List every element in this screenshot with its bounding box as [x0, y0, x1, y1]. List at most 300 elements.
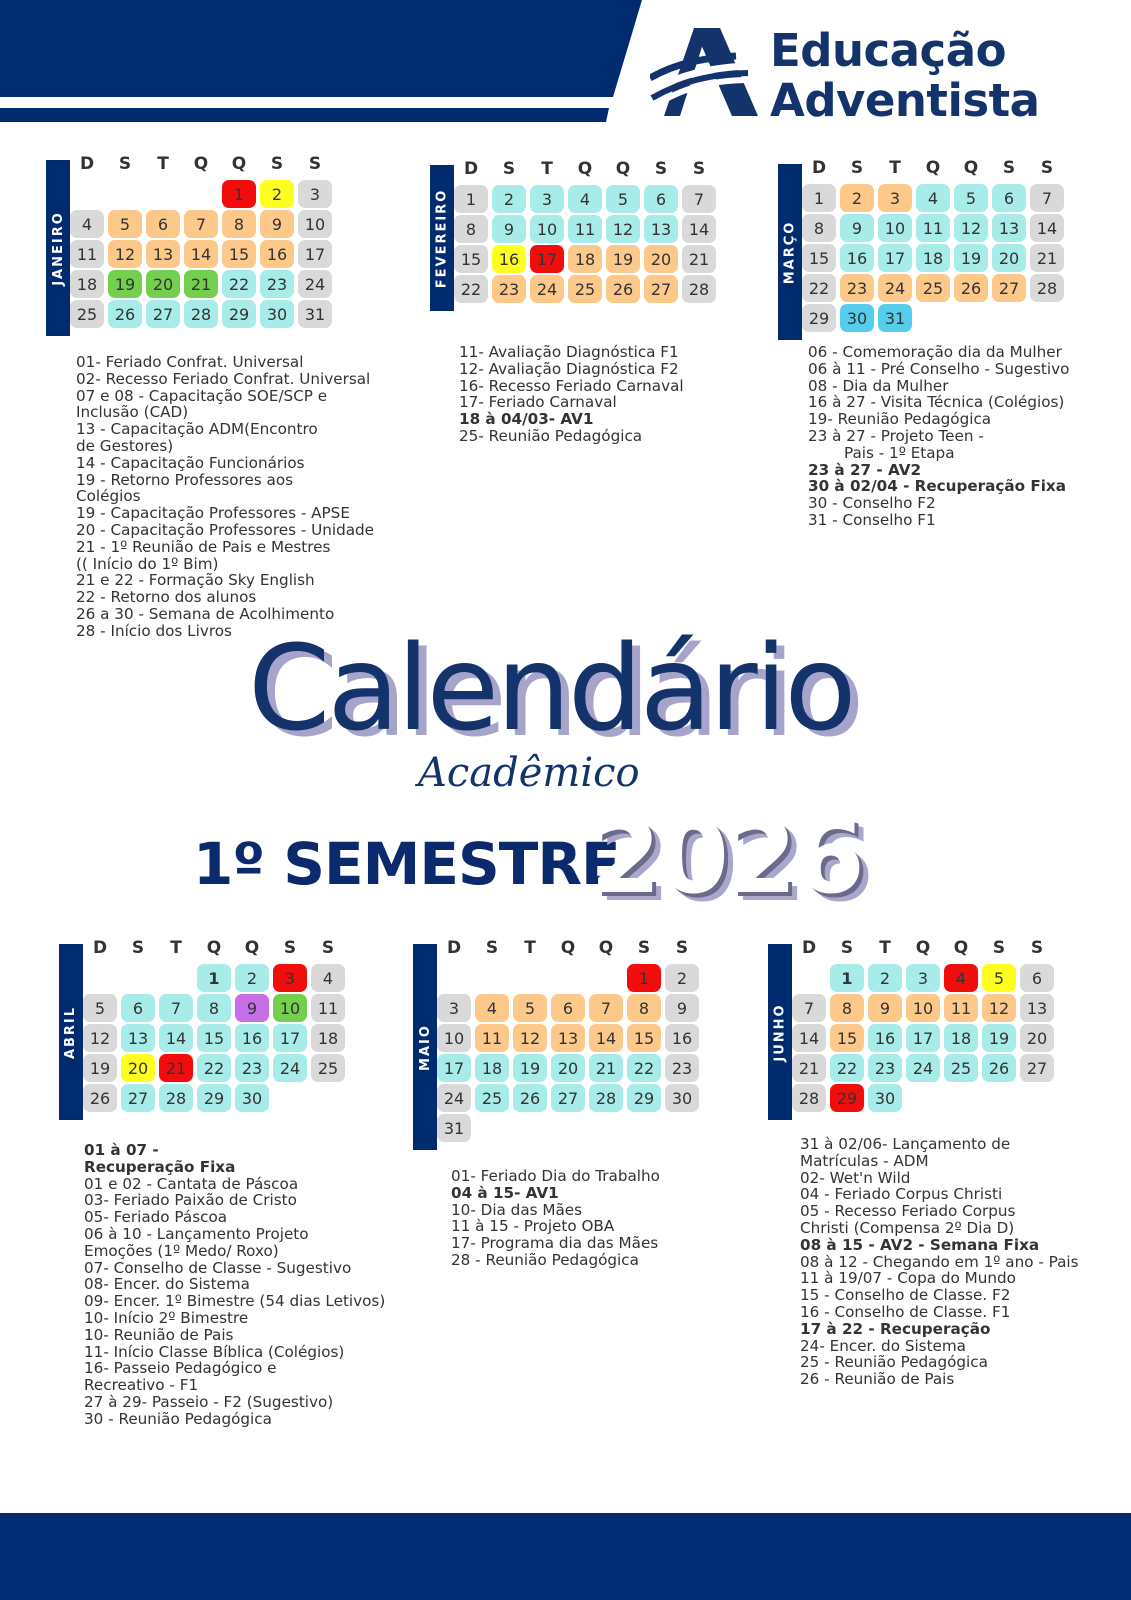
notes-maio [451, 1168, 660, 1269]
day-cell: 24 [530, 275, 564, 303]
weekday-header: Q [244, 938, 260, 958]
note-line: 16 à 27 - Visita Técnica (Colégios) [808, 393, 1065, 412]
day-cell: 27 [146, 300, 180, 328]
note-line: 06 - Comemoração dia da Mulher [808, 343, 1062, 361]
note-line: 16- Recesso Feriado Carnaval [459, 376, 684, 395]
month-label-marco [778, 164, 802, 340]
day-cell: 3 [437, 994, 471, 1022]
day-cell: 18 [944, 1024, 978, 1052]
day-cell: 21 [1030, 244, 1064, 272]
weekday-header: S [270, 154, 284, 174]
weekday-header: Q [560, 938, 576, 958]
note-line: 26 - Reunião de Pais [800, 1370, 955, 1389]
note-line: 31 à 02/06- Lançamento de [800, 1135, 1011, 1153]
note-line: 31 - Conselho F1 [808, 510, 936, 529]
month-label-abril [59, 944, 83, 1120]
month-name: JANEIRO [50, 210, 66, 286]
day-cell: 19 [513, 1054, 547, 1082]
note-line: 12- Avaliação Diagnóstica F2 [459, 359, 679, 378]
day-cell: 17 [273, 1024, 307, 1052]
note-line: Christi (Compensa 2º Dia D) [800, 1218, 1015, 1237]
weekday-header: S [654, 159, 668, 179]
day-cell: 27 [551, 1084, 585, 1112]
note-line: 07- Conselho de Classe - Sugestivo [84, 1258, 352, 1277]
weekday-header: T [889, 158, 901, 178]
brand-line-2: Adventista [770, 74, 1040, 127]
day-cell: 10 [530, 215, 564, 243]
day-cell: 24 [273, 1054, 307, 1082]
day-cell: 6 [1020, 964, 1054, 992]
day-cell: 22 [802, 274, 836, 302]
day-cell: 8 [802, 214, 836, 242]
note-line: 14 - Capacitação Funcionários [76, 453, 305, 472]
note-line: 04 à 15- AV1 [451, 1183, 559, 1202]
day-cell: 20 [146, 270, 180, 298]
month-name: FEVEREIRO [434, 188, 450, 288]
notes-janeiro [76, 354, 374, 640]
day-cell: 3 [273, 964, 307, 992]
note-line: 21 e 22 - Formação Sky English [76, 571, 315, 590]
day-cell: 6 [992, 184, 1026, 212]
calendar-grid-maio [437, 934, 699, 1142]
day-cell: 10 [878, 214, 912, 242]
month-label-maio [413, 944, 437, 1150]
note-line: 08 à 15 - AV2 - Semana Fixa [800, 1235, 1040, 1254]
day-cell: 5 [513, 994, 547, 1022]
day-cell: 8 [197, 994, 231, 1022]
day-cell: 9 [492, 215, 526, 243]
month-label-junho [768, 944, 792, 1120]
day-cell: 13 [146, 240, 180, 268]
brand-line-1: Educação [770, 24, 1006, 77]
empty-cell [184, 180, 218, 208]
day-cell: 5 [606, 185, 640, 213]
note-line: 10- Reunião de Pais [84, 1325, 234, 1344]
day-cell: 29 [802, 304, 836, 332]
day-cell: 6 [644, 185, 678, 213]
notes-junho [800, 1136, 1079, 1388]
day-cell: 16 [868, 1024, 902, 1052]
calendar-grid-fevereiro [454, 155, 716, 303]
day-cell: 14 [159, 1024, 193, 1052]
note-line: 06 à 11 - Pré Conselho - Sugestivo [808, 359, 1070, 378]
semester-label: 1º SEMESTRE [193, 830, 620, 898]
weekday-header: D [79, 154, 95, 174]
day-cell: 11 [70, 240, 104, 268]
day-cell: 6 [121, 994, 155, 1022]
calendar-subtitle: Acadêmico [418, 750, 640, 796]
day-cell: 22 [627, 1054, 661, 1082]
day-cell: 2 [260, 180, 294, 208]
day-cell: 3 [878, 184, 912, 212]
day-cell: 30 [260, 300, 294, 328]
day-cell: 12 [108, 240, 142, 268]
day-cell: 4 [944, 964, 978, 992]
day-cell: 19 [982, 1024, 1016, 1052]
day-cell: 27 [992, 274, 1026, 302]
day-cell: 5 [83, 994, 117, 1022]
note-line: 18 à 04/03- AV1 [459, 410, 594, 429]
note-line: 25- Reunião Pedagógica [459, 426, 643, 445]
weekday-header: S [840, 938, 854, 958]
year-label: 2026 [590, 798, 862, 917]
day-cell: 4 [916, 184, 950, 212]
day-cell: 15 [197, 1024, 231, 1052]
calendar-grid-marco [802, 154, 1064, 332]
day-cell: 12 [83, 1024, 117, 1052]
day-cell: 19 [83, 1054, 117, 1082]
weekday-header: S [502, 159, 516, 179]
note-line: 11 à 15 - Projeto OBA [451, 1217, 615, 1236]
note-line: 06 à 10 - Lançamento Projeto [84, 1224, 309, 1243]
day-cell: 24 [437, 1084, 471, 1112]
day-cell: 11 [311, 994, 345, 1022]
day-cell: 29 [222, 300, 256, 328]
day-cell: 29 [627, 1084, 661, 1112]
day-cell: 27 [644, 275, 678, 303]
day-cell: 28 [589, 1084, 623, 1112]
weekday-header: D [811, 158, 827, 178]
weekday-header: S [485, 938, 499, 958]
note-line: 01 e 02 - Cantata de Páscoa [84, 1174, 299, 1193]
note-line: 19- Reunião Pedagógica [808, 410, 992, 429]
note-line: 01 à 07 - [84, 1141, 159, 1159]
day-cell: 27 [1020, 1054, 1054, 1082]
weekday-header: S [308, 154, 322, 174]
day-cell: 17 [878, 244, 912, 272]
day-cell: 23 [260, 270, 294, 298]
day-cell: 1 [454, 185, 488, 213]
note-line: 27 à 29- Passeio - F2 (Sugestivo) [84, 1392, 334, 1411]
day-cell: 18 [568, 245, 602, 273]
calendar-grid-abril [83, 934, 345, 1112]
note-line: 25 - Reunião Pedagógica [800, 1353, 988, 1372]
note-line: de Gestores) [76, 436, 174, 455]
day-cell: 12 [982, 994, 1016, 1022]
day-cell: 26 [83, 1084, 117, 1112]
day-cell: 1 [197, 964, 231, 992]
day-cell: 11 [916, 214, 950, 242]
footer-band [0, 1513, 1131, 1600]
day-cell: 15 [830, 1024, 864, 1052]
note-line: 03- Feriado Paixão de Cristo [84, 1191, 297, 1210]
day-cell: 10 [437, 1024, 471, 1052]
day-cell: 4 [475, 994, 509, 1022]
note-line: Recreativo - F1 [84, 1376, 199, 1395]
empty-cell [159, 964, 193, 992]
note-line: Emoções (1º Medo/ Roxo) [84, 1241, 279, 1260]
day-cell: 17 [298, 240, 332, 268]
weekday-header: T [879, 938, 891, 958]
day-cell: 4 [70, 210, 104, 238]
note-line: 20 - Capacitação Professores - Unidade [76, 520, 375, 539]
empty-cell [108, 180, 142, 208]
month-name: MAIO [417, 1023, 433, 1071]
day-cell: 2 [868, 964, 902, 992]
note-line: 05 - Recesso Feriado Corpus [800, 1202, 1016, 1221]
day-cell: 23 [840, 274, 874, 302]
weekday-header: T [157, 154, 169, 174]
day-cell: 19 [606, 245, 640, 273]
note-line: 17- Feriado Carnaval [459, 393, 617, 412]
day-cell: 30 [868, 1084, 902, 1112]
calendar-grid-janeiro [70, 150, 332, 328]
note-line: 19 - Retorno Professores aos [76, 470, 294, 489]
weekday-header: Q [615, 159, 631, 179]
day-cell: 9 [665, 994, 699, 1022]
weekday-header: S [850, 158, 864, 178]
day-cell: 2 [492, 185, 526, 213]
day-cell: 7 [589, 994, 623, 1022]
note-line: 08- Encer. do Sistema [84, 1275, 250, 1294]
note-line: 11- Avaliação Diagnóstica F1 [459, 343, 679, 361]
calendar-title: Calendário [248, 619, 854, 757]
day-cell: 11 [475, 1024, 509, 1052]
note-line: Matrículas - ADM [800, 1151, 929, 1170]
day-cell: 26 [513, 1084, 547, 1112]
note-line: 30 - Reunião Pedagógica [84, 1409, 272, 1428]
weekday-header: S [321, 938, 335, 958]
day-cell: 30 [840, 304, 874, 332]
day-cell: 10 [273, 994, 307, 1022]
day-cell: 6 [146, 210, 180, 238]
month-name: MARÇO [782, 220, 798, 284]
day-cell: 7 [184, 210, 218, 238]
day-cell: 9 [235, 994, 269, 1022]
day-cell: 12 [606, 215, 640, 243]
day-cell: 25 [568, 275, 602, 303]
day-cell: 2 [665, 964, 699, 992]
weekday-header: T [541, 159, 553, 179]
day-cell: 17 [437, 1054, 471, 1082]
weekday-header: S [1002, 158, 1016, 178]
day-cell: 11 [568, 215, 602, 243]
note-line: (( Início do 1º Bim) [76, 554, 219, 573]
day-cell: 25 [944, 1054, 978, 1082]
weekday-header: D [463, 159, 479, 179]
day-cell: 23 [868, 1054, 902, 1082]
day-cell: 18 [70, 270, 104, 298]
day-cell: 4 [311, 964, 345, 992]
day-cell: 14 [682, 215, 716, 243]
note-line: Inclusão (CAD) [76, 403, 189, 422]
weekday-header: Q [915, 938, 931, 958]
day-cell: 6 [551, 994, 585, 1022]
weekday-header: S [692, 159, 706, 179]
day-cell: 12 [954, 214, 988, 242]
notes-marco [808, 344, 1069, 529]
note-line: 02- Recesso Feriado Confrat. Universal [76, 369, 371, 388]
day-cell: 19 [954, 244, 988, 272]
note-line: Colégios [76, 487, 141, 506]
day-cell: 26 [954, 274, 988, 302]
note-line: 26 a 30 - Semana de Acolhimento [76, 604, 335, 623]
day-cell: 8 [830, 994, 864, 1022]
note-line: 23 à 27 - Projeto Teen - [808, 426, 984, 445]
day-cell: 17 [906, 1024, 940, 1052]
day-cell: 14 [589, 1024, 623, 1052]
day-cell: 20 [1020, 1024, 1054, 1052]
weekday-header: S [675, 938, 689, 958]
day-cell: 17 [530, 245, 564, 273]
day-cell: 15 [454, 245, 488, 273]
day-cell: 9 [260, 210, 294, 238]
day-cell: 26 [108, 300, 142, 328]
day-cell: 25 [311, 1054, 345, 1082]
note-line: 16 - Conselho de Classe. F1 [800, 1302, 1011, 1321]
empty-cell [513, 964, 547, 992]
note-line: 28 - Início dos Livros [76, 621, 232, 640]
day-cell: 16 [260, 240, 294, 268]
day-cell: 14 [184, 240, 218, 268]
empty-cell [475, 964, 509, 992]
day-cell: 28 [184, 300, 218, 328]
note-line: 05- Feriado Páscoa [84, 1208, 228, 1227]
weekday-header: Q [963, 158, 979, 178]
day-cell: 1 [627, 964, 661, 992]
month-label-fevereiro [430, 165, 454, 311]
note-line: Recuperação Fixa [84, 1157, 236, 1176]
day-cell: 2 [840, 184, 874, 212]
day-cell: 24 [298, 270, 332, 298]
note-line: 04 - Feriado Corpus Christi [800, 1185, 1003, 1204]
day-cell: 27 [121, 1084, 155, 1112]
day-cell: 19 [108, 270, 142, 298]
day-cell: 13 [992, 214, 1026, 242]
note-line: 23 à 27 - AV2 [808, 460, 922, 479]
day-cell: 2 [235, 964, 269, 992]
day-cell: 3 [530, 185, 564, 213]
weekday-header: S [637, 938, 651, 958]
day-cell: 7 [682, 185, 716, 213]
day-cell: 8 [222, 210, 256, 238]
day-cell: 22 [222, 270, 256, 298]
day-cell: 20 [121, 1054, 155, 1082]
weekday-header: T [524, 938, 536, 958]
day-cell: 26 [606, 275, 640, 303]
day-cell: 28 [682, 275, 716, 303]
note-line: 15 - Conselho de Classe. F2 [800, 1286, 1011, 1305]
day-cell: 13 [644, 215, 678, 243]
empty-cell [551, 964, 585, 992]
empty-cell [83, 964, 117, 992]
weekday-header: S [1040, 158, 1054, 178]
weekday-header: T [170, 938, 182, 958]
note-line: 30 à 02/04 - Recuperação Fixa [808, 477, 1066, 496]
day-cell: 1 [830, 964, 864, 992]
day-cell: 13 [551, 1024, 585, 1052]
day-cell: 24 [878, 274, 912, 302]
empty-cell [121, 964, 155, 992]
day-cell: 1 [802, 184, 836, 212]
weekday-header: S [283, 938, 297, 958]
day-cell: 18 [916, 244, 950, 272]
day-cell: 21 [159, 1054, 193, 1082]
day-cell: 7 [159, 994, 193, 1022]
day-cell: 3 [298, 180, 332, 208]
note-line: 19 - Capacitação Professores - APSE [76, 504, 350, 523]
day-cell: 25 [916, 274, 950, 302]
day-cell: 12 [513, 1024, 547, 1052]
weekday-header: S [992, 938, 1006, 958]
day-cell: 31 [437, 1114, 471, 1142]
weekday-header: Q [231, 154, 247, 174]
note-line: 02- Wet'n Wild [800, 1168, 911, 1187]
day-cell: 8 [627, 994, 661, 1022]
weekday-header: S [131, 938, 145, 958]
day-cell: 15 [627, 1024, 661, 1052]
note-line: 17 à 22 - Recuperação [800, 1319, 991, 1338]
day-cell: 5 [954, 184, 988, 212]
note-line: 11 à 19/07 - Copa do Mundo [800, 1269, 1016, 1288]
note-line: 10- Início 2º Bimestre [84, 1308, 249, 1327]
day-cell: 16 [840, 244, 874, 272]
day-cell: 3 [906, 964, 940, 992]
month-name: ABRIL [63, 1005, 79, 1059]
note-line: Pais - 1º Etapa [844, 443, 955, 462]
note-line: 09- Encer. 1º Bimestre (54 dias Letivos) [84, 1292, 386, 1311]
note-line: 13 - Capacitação ADM(Encontro [76, 420, 318, 439]
day-cell: 20 [644, 245, 678, 273]
note-line: 07 e 08 - Capacitação SOE/SCP e [76, 386, 328, 405]
day-cell: 25 [475, 1084, 509, 1112]
weekday-header: D [446, 938, 462, 958]
note-line: 22 - Retorno dos alunos [76, 588, 257, 607]
note-line: 21 - 1º Reunião de Pais e Mestres [76, 537, 331, 556]
note-line: 11- Início Classe Bíblica (Colégios) [84, 1342, 345, 1361]
day-cell: 11 [944, 994, 978, 1022]
day-cell: 7 [792, 994, 826, 1022]
day-cell: 31 [878, 304, 912, 332]
note-line: 01- Feriado Confrat. Universal [76, 353, 304, 371]
day-cell: 1 [222, 180, 256, 208]
day-cell: 28 [1030, 274, 1064, 302]
day-cell: 29 [197, 1084, 231, 1112]
day-cell: 22 [830, 1054, 864, 1082]
day-cell: 16 [665, 1024, 699, 1052]
day-cell: 20 [551, 1054, 585, 1082]
notes-abril [84, 1142, 385, 1428]
day-cell: 23 [665, 1054, 699, 1082]
day-cell: 21 [589, 1054, 623, 1082]
day-cell: 9 [868, 994, 902, 1022]
day-cell: 21 [792, 1054, 826, 1082]
day-cell: 8 [454, 215, 488, 243]
month-label-janeiro [46, 160, 70, 336]
note-line: 16- Passeio Pedagógico e [84, 1359, 277, 1378]
day-cell: 29 [830, 1084, 864, 1112]
note-line: 08 - Dia da Mulher [808, 376, 949, 395]
weekday-header: D [92, 938, 108, 958]
day-cell: 9 [840, 214, 874, 242]
weekday-header: Q [577, 159, 593, 179]
day-cell: 24 [906, 1054, 940, 1082]
day-cell: 13 [121, 1024, 155, 1052]
day-cell: 16 [492, 245, 526, 273]
day-cell: 14 [1030, 214, 1064, 242]
weekday-header: S [1030, 938, 1044, 958]
day-cell: 30 [665, 1084, 699, 1112]
day-cell: 25 [70, 300, 104, 328]
notes-fevereiro [459, 344, 684, 445]
day-cell: 21 [682, 245, 716, 273]
brand-logo [650, 24, 1090, 127]
day-cell: 22 [197, 1054, 231, 1082]
day-cell: 23 [492, 275, 526, 303]
month-name: JUNHO [772, 1002, 788, 1062]
empty-cell [589, 964, 623, 992]
day-cell: 18 [311, 1024, 345, 1052]
